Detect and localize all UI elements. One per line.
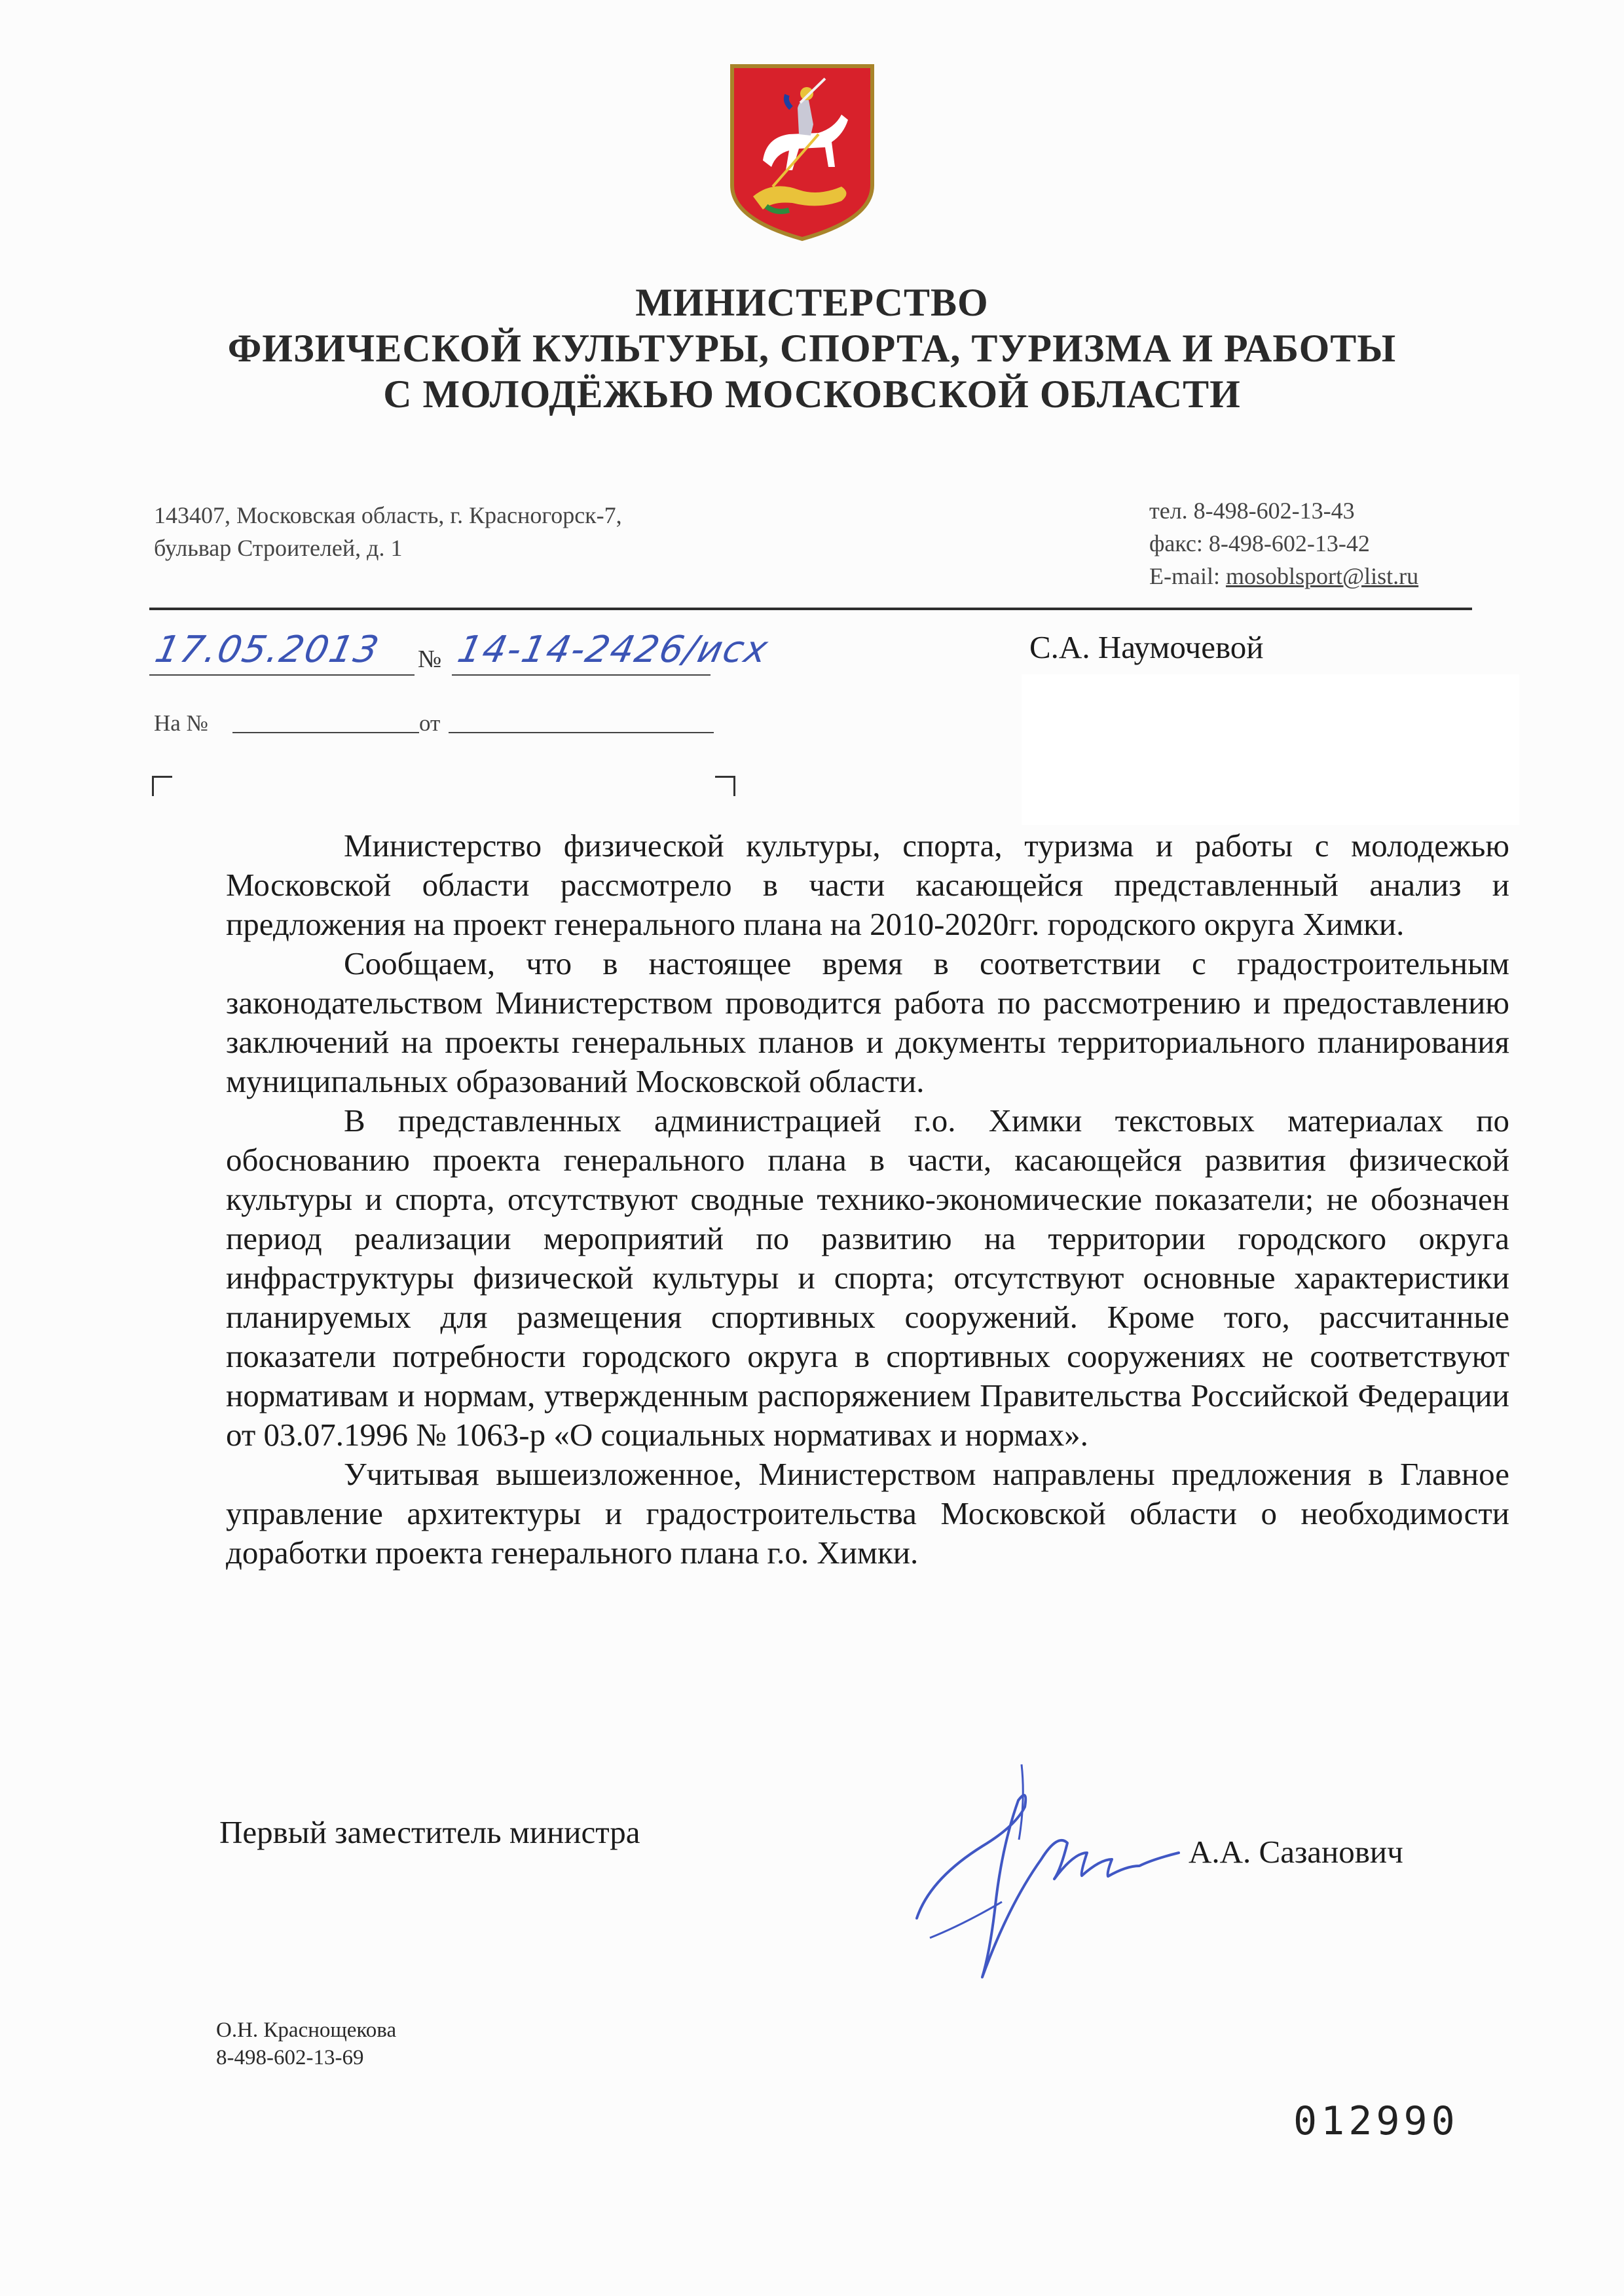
- executor-phone: 8-498-602-13-69: [216, 2046, 364, 2069]
- address-line-2: бульвар Строителей, д. 1: [154, 535, 403, 561]
- letter-body: [226, 826, 1509, 1573]
- executor-block: [216, 2016, 396, 2071]
- body-paragraph-1: Министерство физической культуры, спорта, туризма и работы с молодежью Московской области рассмотрело в части касающейся представленный анализ и предложения на проект генерального плана на 2010-2020гг. городского округа Химки.: [226, 828, 1509, 942]
- number-label: №: [418, 646, 442, 673]
- handwritten-signature: [904, 1761, 1205, 1984]
- form-serial-number: 012990: [1293, 2098, 1459, 2144]
- redaction-box: [1022, 674, 1519, 825]
- body-paragraph-4: Учитывая вышеизложенное, Министерством направлены предложения в Главное управление архитектуры и градостроительства Московской области о необходимости доработки проекта генерального плана г.о. Химки.: [226, 1456, 1509, 1571]
- coat-of-arms-emblem: [727, 62, 877, 242]
- phone-text: тел. 8-498-602-13-43: [1149, 498, 1355, 524]
- ministry-title-line-2: ФИЗИЧЕСКОЙ КУЛЬТУРЫ, СПОРТА, ТУРИЗМА И РАБОТЫ: [227, 327, 1397, 370]
- address-block: [154, 499, 622, 564]
- executor-name: О.Н. Краснощекова: [216, 2018, 397, 2042]
- header-divider: [149, 608, 1472, 610]
- ref-number-label: На №: [154, 710, 208, 736]
- ministry-title-line-3: С МОЛОДЁЖЬЮ МОСКОВСКОЙ ОБЛАСТИ: [383, 373, 1241, 416]
- corner-mark-right: [715, 776, 735, 796]
- body-paragraph-3: В представленных администрацией г.о. Химки текстовых материалах по обоснованию проекта генерального плана в части, касающейся развития физической культуры и спорта, отсутствуют сводные технико-экономические показатели; не обозначен период реализации мероприятий по развитию на территории городского округа инфраструктуры физической культуры и спорта; отсутствуют основные характеристики планируемых для размещения спортивных сооружений. Кроме того, рассчитанные показатели потребности городского округа в спортивных сооружениях не соответствуют нормативам и нормам, утвержденным распоряжением Правительства Российской Федерации от 03.07.1996 № 1063-р «О социальных нормативах и нормах».: [226, 1102, 1509, 1453]
- ministry-title-line-1: МИНИСТЕРСТВО: [635, 281, 989, 324]
- address-line-1: 143407, Московская область, г. Красногорск-7,: [154, 502, 622, 528]
- ref-number-line: [232, 732, 419, 733]
- signatory-position: Первый заместитель министра: [219, 1814, 640, 1850]
- date-underline: [149, 674, 415, 676]
- email-line: [1149, 560, 1418, 592]
- email-link[interactable]: mosoblsport@list.ru: [1225, 563, 1419, 589]
- number-underline: [452, 674, 710, 676]
- registration-date: 17.05.2013: [151, 629, 384, 671]
- signatory-name: А.А. Сазанович: [1189, 1834, 1403, 1870]
- email-label: E-mail:: [1149, 563, 1226, 589]
- contacts-block: [1149, 494, 1418, 592]
- fax-text: факс: 8-498-602-13-42: [1149, 530, 1370, 556]
- ref-from-label: от: [419, 710, 441, 736]
- registration-number: 14-14-2426/исх: [454, 629, 773, 671]
- addressee: С.А. Наумочевой: [1029, 629, 1264, 665]
- corner-mark-left: [152, 776, 172, 796]
- body-paragraph-2: Сообщаем, что в настоящее время в соответствии с градостроительным законодательством Министерством проводится работа по рассмотрению и предоставлению заключений на проекты генеральных планов и документы территориального планирования муниципальных образований Московской области.: [226, 945, 1509, 1099]
- ref-from-line: [449, 732, 714, 733]
